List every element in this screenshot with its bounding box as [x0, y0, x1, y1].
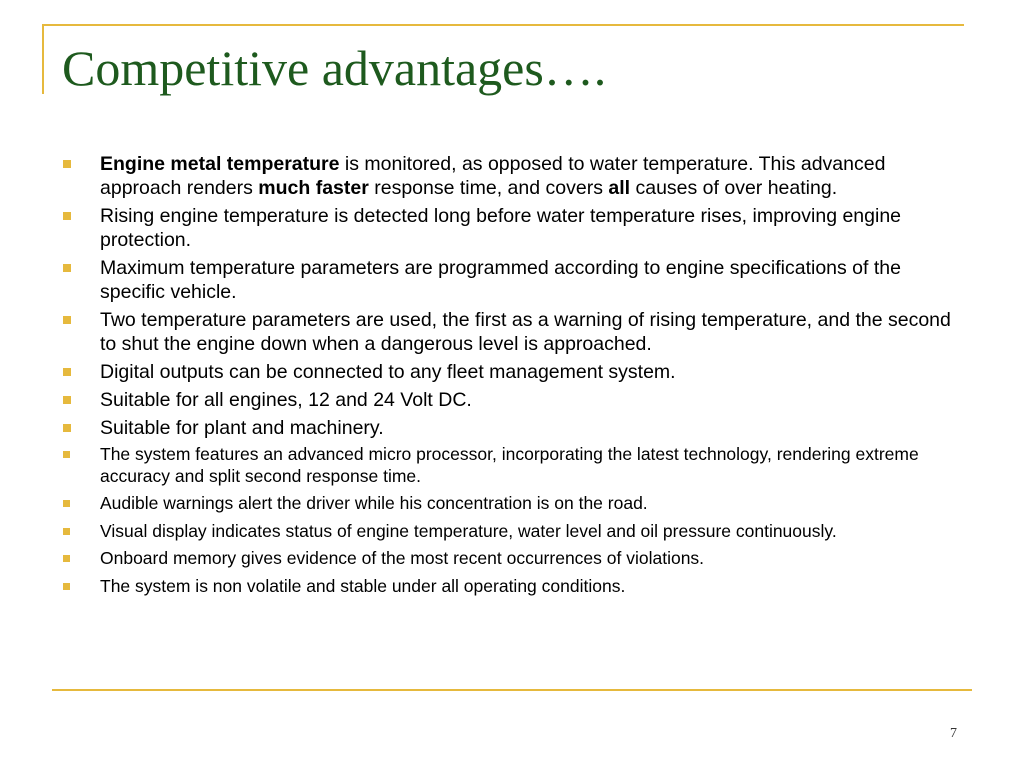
square-bullet-icon	[63, 212, 71, 220]
list-item	[60, 521, 970, 543]
square-bullet-icon	[63, 368, 71, 376]
list-item	[60, 388, 970, 412]
list-item	[60, 444, 970, 487]
left-border-line	[42, 24, 44, 94]
top-border-line	[42, 24, 964, 26]
list-item	[60, 576, 970, 598]
bold-phrase: much faster	[258, 177, 369, 199]
bullet-list	[60, 152, 970, 603]
list-item	[60, 493, 970, 515]
bullet-text: Audible warnings alert the driver while his concentration is on the road.	[100, 493, 648, 513]
list-item	[60, 308, 970, 356]
bullet-text: Engine metal temperature is monitored, as opposed to water temperature. This advanced approach renders much faster response time, and covers all causes of over heating.	[100, 153, 886, 199]
square-bullet-icon	[63, 396, 71, 404]
bullet-text: Digital outputs can be connected to any fleet management system.	[100, 361, 676, 383]
square-bullet-icon	[63, 555, 70, 562]
square-bullet-icon	[63, 160, 71, 168]
square-bullet-icon	[63, 500, 70, 507]
bullet-text: Onboard memory gives evidence of the most recent occurrences of violations.	[100, 548, 705, 568]
list-item	[60, 204, 970, 252]
bullet-text: Suitable for plant and machinery.	[100, 417, 384, 439]
bold-phrase: all	[608, 177, 631, 199]
bullet-text: Suitable for all engines, 12 and 24 Volt DC.	[100, 389, 472, 411]
list-item	[60, 152, 970, 200]
square-bullet-icon	[63, 451, 70, 458]
square-bullet-icon	[63, 424, 71, 432]
bullet-text: Two temperature parameters are used, the first as a warning of rising temperature, and the second to shut the engine down when a dangerous level is approached.	[100, 309, 951, 355]
bullet-text: The system is non volatile and stable under all operating conditions.	[100, 575, 626, 596]
square-bullet-icon	[63, 264, 71, 272]
square-bullet-icon	[63, 316, 71, 324]
list-item	[60, 548, 970, 570]
bullet-text: Rising engine temperature is detected long before water temperature rises, improving engine protection.	[100, 205, 902, 251]
bullet-text: The system features an advanced micro processor, incorporating the latest technology, rendering extreme accuracy and split second response time.	[100, 444, 919, 486]
bold-phrase: Engine metal temperature	[100, 153, 340, 175]
bullet-text: Visual display indicates status of engine temperature, water level and oil pressure continuously.	[100, 520, 837, 541]
page-number: 7	[950, 726, 957, 741]
bottom-border-line	[52, 689, 972, 691]
square-bullet-icon	[63, 583, 70, 590]
list-item	[60, 360, 970, 384]
list-item	[60, 256, 970, 304]
square-bullet-icon	[63, 528, 70, 535]
bullet-text: Maximum temperature parameters are programmed according to engine specifications of the specific vehicle.	[100, 257, 901, 303]
list-item	[60, 416, 970, 440]
slide-title: Competitive advantages….	[62, 40, 607, 96]
